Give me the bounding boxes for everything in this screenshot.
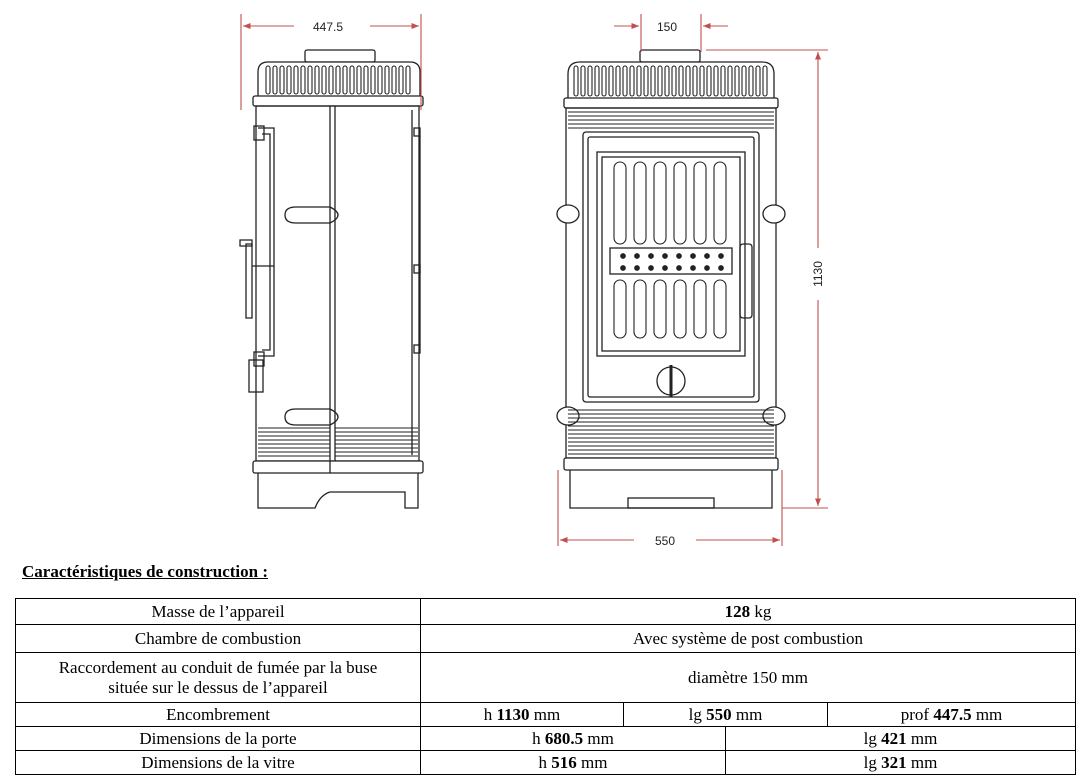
- spec-label: Encombrement: [16, 703, 421, 727]
- spec-value: lg 321 mm: [726, 751, 1076, 775]
- spec-value: lg 421 mm: [726, 727, 1076, 751]
- spec-value: prof 447.5 mm: [828, 703, 1076, 727]
- spec-value: diamètre 150 mm: [421, 653, 1076, 703]
- spec-label: Chambre de combustion: [16, 625, 421, 653]
- front-width-label: 550: [654, 534, 676, 548]
- table-row: [16, 599, 1076, 625]
- spec-value: h 516 mm: [421, 751, 726, 775]
- spec-label: Raccordement au conduit de fumée par la buse située sur le dessus de l’appareil: [16, 653, 421, 703]
- flue-diameter-label: 150: [656, 20, 678, 34]
- table-row: [16, 653, 1076, 703]
- construction-specs-table: [15, 598, 1076, 775]
- table-row: [16, 703, 1076, 727]
- spec-label: Dimensions de la porte: [16, 727, 421, 751]
- spec-value: h 680.5 mm: [421, 727, 726, 751]
- table-row: [16, 751, 1076, 775]
- front-view-drawing: [557, 50, 785, 508]
- spec-value: lg 550 mm: [624, 703, 828, 727]
- spec-label: Masse de l’appareil: [16, 599, 421, 625]
- side-view-drawing: [240, 50, 423, 508]
- spec-value: Avec système de post combustion: [421, 625, 1076, 653]
- spec-value: 128 kg: [421, 599, 1076, 625]
- front-height-label: 1130: [811, 261, 825, 287]
- spec-label: Dimensions de la vitre: [16, 751, 421, 775]
- section-title: Caractéristiques de construction :: [22, 562, 268, 581]
- side-depth-label: 447.5: [312, 20, 344, 34]
- table-row: [16, 727, 1076, 751]
- spec-value: h 1130 mm: [421, 703, 624, 727]
- table-row: [16, 625, 1076, 653]
